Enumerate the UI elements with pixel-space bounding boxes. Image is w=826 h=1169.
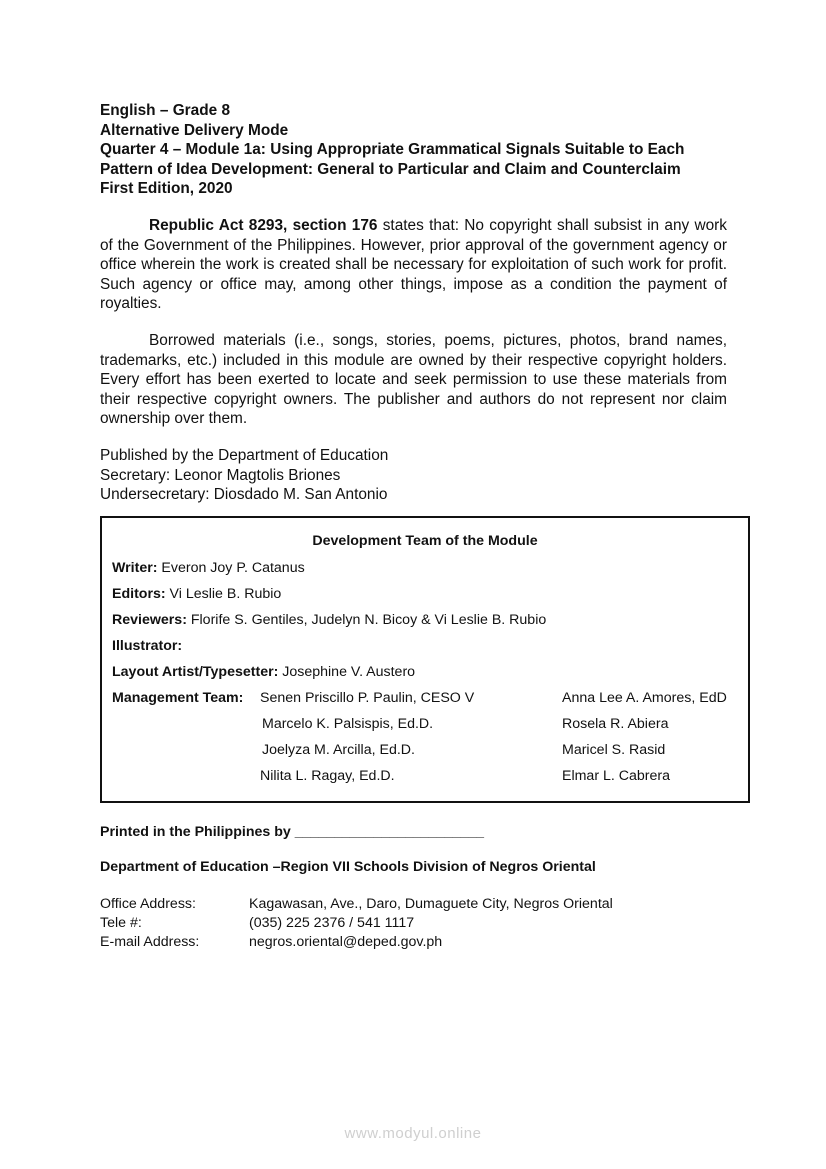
reviewers-value: Florife S. Gentiles, Judelyn N. Bicoy & Vi Leslie B. Rubio [186, 612, 547, 628]
header-module-title-line2: Pattern of Idea Development: General to Particular and Claim and Counterclaim [100, 160, 681, 178]
office-address-row [100, 895, 613, 914]
writer-row [112, 560, 305, 576]
header-module-title-line1: Quarter 4 – Module 1a: Using Appropriate Grammatical Signals Suitable to Each [100, 141, 685, 158]
published-by: Published by the Department of Education [100, 447, 389, 464]
secretary: Secretary: Leonor Magtolis Briones [100, 466, 341, 484]
writer-value: Everon Joy P. Catanus [157, 560, 305, 576]
illustrator-row [112, 638, 182, 654]
borrowed-materials-text: Borrowed materials (i.e., songs, stories, poems, pictures, photos, brand names, trademarks, etc.) included in this module are owned by their respective copyright holders. Every effort has been exerted to locate and seek permission to use these materials from their respective copyright owners. The publisher and authors do not represent nor claim ownership over them. [100, 332, 727, 427]
telephone-label: Tele #: [100, 915, 142, 931]
layout-artist-label: Layout Artist/Typesetter: [112, 664, 279, 680]
editors-value: Vi Leslie B. Rubio [165, 586, 282, 602]
management-team-row [112, 690, 243, 706]
email-value: negros.oriental@deped.gov.ph [249, 934, 443, 950]
management-member: Anna Lee A. Amores, EdD [562, 690, 727, 706]
division-name: Department of Education –Region VII Schools Division of Negros Oriental [100, 859, 596, 875]
development-team-title: Development Team of the Module [312, 533, 538, 549]
management-member: Senen Priscillo P. Paulin, CESO V [260, 690, 475, 706]
publisher-info [100, 446, 388, 505]
email-label: E-mail Address: [100, 934, 200, 950]
layout-artist-value: Josephine V. Austero [278, 664, 416, 680]
telephone-value: (035) 225 2376 / 541 1117 [249, 915, 415, 931]
management-member: Nilita L. Ragay, Ed.D. [260, 768, 395, 784]
management-member: Joelyza M. Arcilla, Ed.D. [262, 742, 415, 758]
contact-info [100, 895, 613, 952]
borrowed-materials-paragraph [100, 331, 727, 429]
module-header [100, 101, 740, 199]
writer-label: Writer: [112, 560, 158, 576]
management-member: Maricel S. Rasid [562, 742, 666, 758]
header-subject: English – Grade 8 [100, 102, 231, 119]
management-member: Rosela R. Abiera [562, 716, 669, 732]
management-member: Marcelo K. Palsispis, Ed.D. [262, 716, 434, 732]
telephone-row [100, 914, 613, 933]
copyright-law-reference: Republic Act 8293, section 176 [149, 217, 378, 234]
illustrator-label: Illustrator: [112, 638, 183, 654]
office-address-value: Kagawasan, Ave., Daro, Dumaguete City, Negros Oriental [249, 896, 613, 912]
watermark: www.modyul.online [344, 1125, 482, 1142]
reviewers-row [112, 612, 546, 628]
printed-by: Printed in the Philippines by ________________________ [100, 824, 485, 840]
development-team-box [100, 516, 750, 803]
header-mode: Alternative Delivery Mode [100, 121, 289, 139]
layout-artist-row [112, 664, 415, 680]
undersecretary: Undersecretary: Diosdado M. San Antonio [100, 486, 388, 503]
office-address-label: Office Address: [100, 896, 196, 912]
editors-row [112, 586, 281, 602]
editors-label: Editors: [112, 586, 166, 602]
email-row [100, 933, 613, 952]
copyright-paragraph [100, 216, 727, 314]
management-team-label: Management Team: [112, 690, 244, 706]
header-edition: First Edition, 2020 [100, 180, 233, 197]
management-member: Elmar L. Cabrera [562, 768, 671, 784]
copyright-text: states that: No copyright shall subsist in any work of the Government of the Philippines. However, prior approval of the government agency or office wherein the work is created shall be necessary for exploitation of such work for profit. Such agency or office may, among other things, impose as a condition the payment of royalties. [100, 217, 727, 312]
reviewers-label: Reviewers: [112, 612, 187, 628]
